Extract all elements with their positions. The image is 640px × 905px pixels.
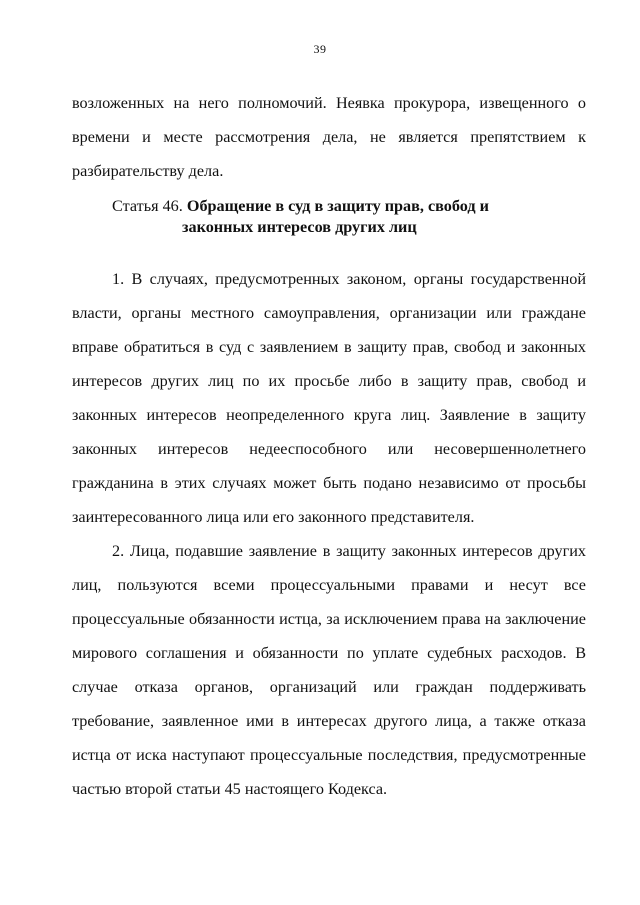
article-body [72, 262, 586, 806]
continuation-paragraph [72, 86, 586, 188]
paragraph-2: 2. Лица, подавшие заявление в защиту законных интересов других лиц, пользуются всеми процессуальными правами и несут все процессуальные обязанности истца, за исключением права на заключение мирового соглашения и обязанности по уплате судебных расходов. В случае отказа органов, организаций или граждан поддерживать требование, заявленное ими в интересах другого лица, а также отказа истца от иска наступают процессуальные последствия, предусмотренные частью второй статьи 45 настоящего Кодекса. [72, 542, 586, 798]
article-title-line-1: Обращение в суд в защиту прав, свобод и [186, 197, 489, 215]
article-heading [112, 196, 592, 238]
paragraph-1: 1. В случаях, предусмотренных законом, органы государственной власти, органы местного самоуправления, организации или граждане вправе обратиться в суд с заявлением в защиту прав, свобод и законных интересов других лиц по их просьбе либо в защиту прав, свобод и законных интересов неопределенного круга лиц. Заявление в защиту законных интересов недееспособного или несовершеннолетнего гражданина в этих случаях может быть подано независимо от просьбы заинтересованного лица или его законного представителя. [72, 270, 586, 526]
page-number: 39 [313, 42, 327, 56]
continuation-text: возложенных на него полномочий. Неявка прокурора, извещенного о времени и месте рассмотрения дела, не является препятствием к разбирательству дела. [72, 94, 586, 180]
article-label: Статья 46. [112, 197, 187, 215]
article-title-line-2: законных интересов других лиц [182, 218, 417, 236]
